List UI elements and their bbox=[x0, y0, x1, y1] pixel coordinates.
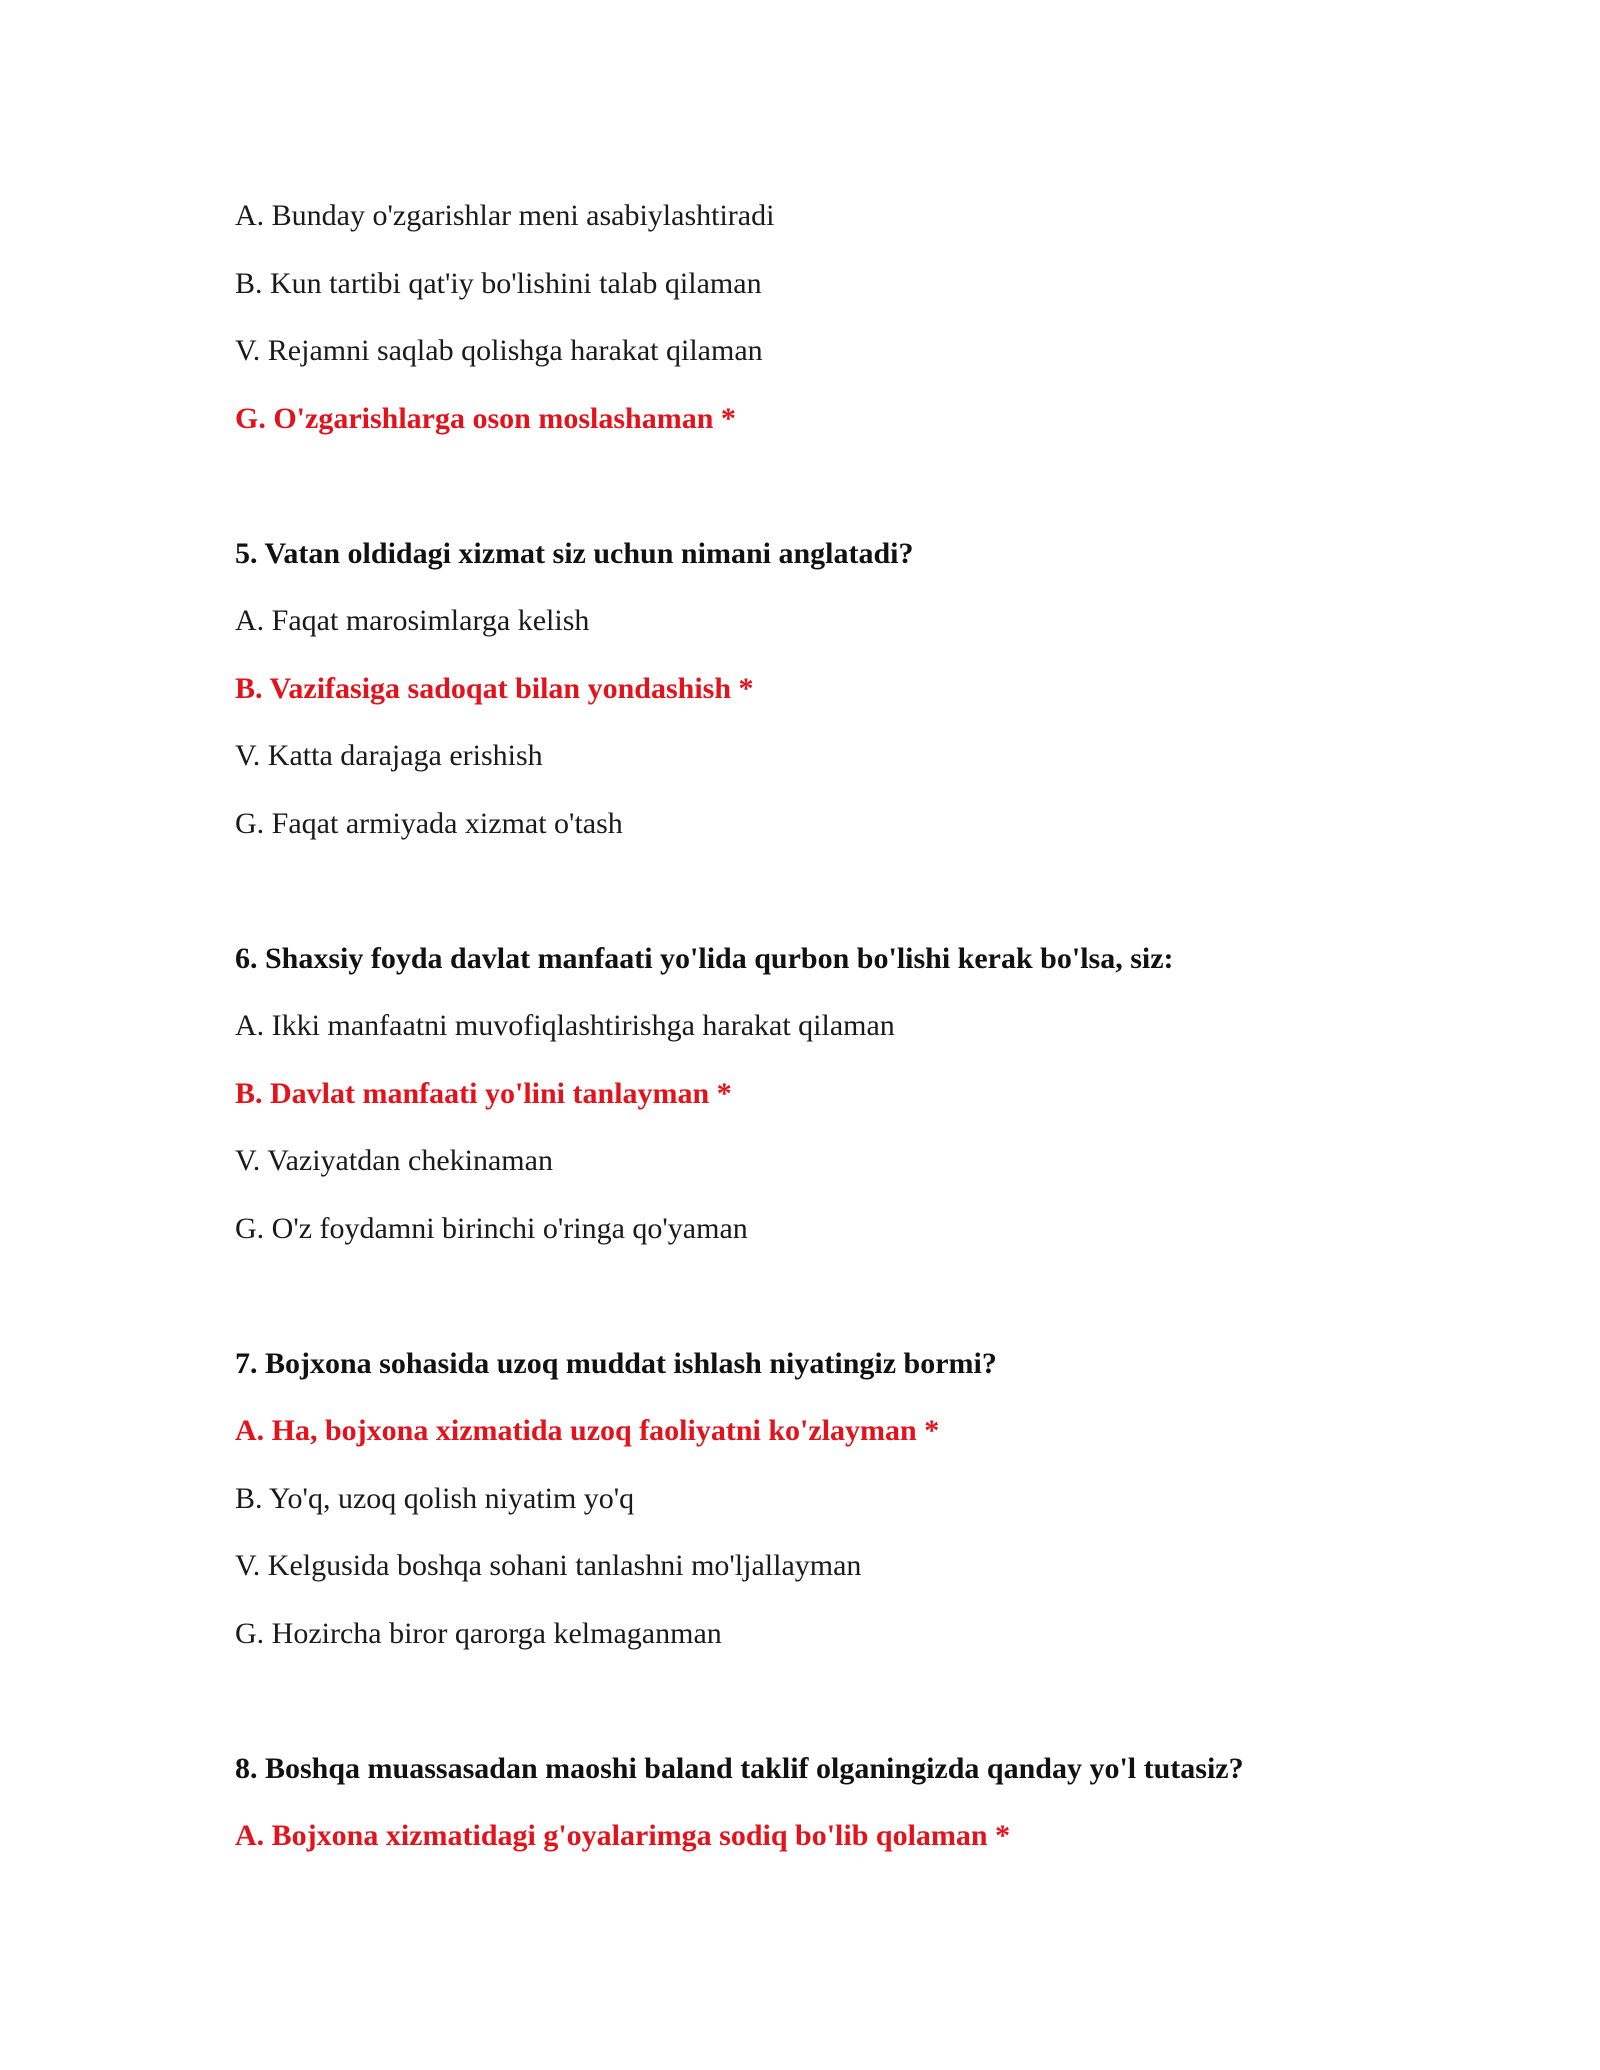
correct-answer-option: B. Davlat manfaati yo'lini tanlayman * bbox=[235, 1076, 732, 1110]
answer-option: V. Kelgusida boshqa sohani tanlashni mo'ljallayman bbox=[235, 1549, 862, 1582]
answer-option: B. Kun tartibi qat'iy bo'lishini talab qilaman bbox=[235, 266, 762, 300]
question-block-8 bbox=[235, 1735, 1435, 1870]
answer-option: G. Hozircha biror qarorga kelmaganman bbox=[235, 1616, 722, 1650]
question-title: 5. Vatan oldidagi xizmat siz uchun nimani anglatadi? bbox=[235, 536, 914, 570]
answer-option: G. O'z foydamni birinchi o'ringa qo'yaman bbox=[235, 1211, 748, 1245]
question-title: 8. Boshqa muassasadan maoshi baland taklif olganingizda qanday yo'l tutasiz? bbox=[235, 1751, 1244, 1785]
answer-option: B. Yo'q, uzoq qolish niyatim yo'q bbox=[235, 1481, 635, 1515]
question-title: 7. Bojxona sohasida uzoq muddat ishlash niyatingiz bormi? bbox=[235, 1346, 997, 1380]
correct-answer-option: A. Bojxona xizmatidagi g'oyalarimga sodiq bo'lib qolaman * bbox=[235, 1819, 1011, 1852]
question-block-7 bbox=[235, 1330, 1435, 1668]
question-block-5 bbox=[235, 520, 1435, 858]
answer-option: V. Vaziyatdan chekinaman bbox=[235, 1144, 553, 1177]
spacer bbox=[235, 1262, 1435, 1330]
spacer bbox=[235, 1667, 1435, 1735]
correct-answer-option: B. Vazifasiga sadoqat bilan yondashish * bbox=[235, 671, 754, 705]
answer-option: A. Ikki manfaatni muvofiqlashtirishga harakat qilaman bbox=[235, 1009, 895, 1042]
answer-option: V. Rejamni saqlab qolishga harakat qilaman bbox=[235, 334, 763, 367]
answer-option: A. Bunday o'zgarishlar meni asabiylashtiradi bbox=[235, 199, 775, 232]
question-title: 6. Shaxsiy foyda davlat manfaati yo'lida qurbon bo'lishi kerak bo'lsa, siz: bbox=[235, 941, 1174, 975]
question-block-4 bbox=[235, 182, 1435, 452]
correct-answer-option: A. Ha, bojxona xizmatida uzoq faoliyatni ko'zlayman * bbox=[235, 1414, 940, 1447]
quiz-content bbox=[235, 182, 1435, 1870]
correct-answer-option: G. O'zgarishlarga oson moslashaman * bbox=[235, 401, 736, 435]
spacer bbox=[235, 857, 1435, 925]
answer-option: G. Faqat armiyada xizmat o'tash bbox=[235, 806, 623, 840]
answer-option: V. Katta darajaga erishish bbox=[235, 739, 543, 772]
question-block-6 bbox=[235, 925, 1435, 1263]
answer-option: A. Faqat marosimlarga kelish bbox=[235, 604, 590, 637]
spacer bbox=[235, 452, 1435, 520]
